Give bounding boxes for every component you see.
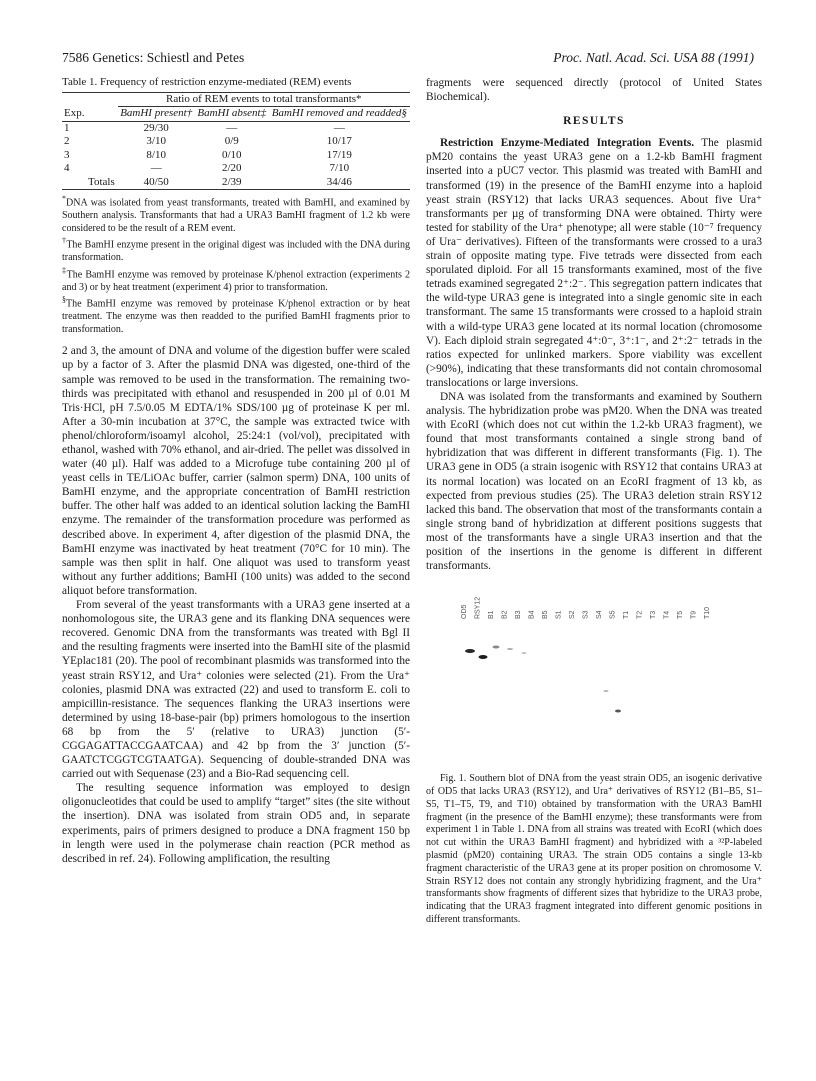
lane-label: S5 bbox=[609, 610, 617, 620]
table1-footnote: §The BamHI enzyme was removed by proteinase K/phenol extraction or by heat treatment. The enzyme was then readded to the purified BamHI fragments prior to transformation. bbox=[62, 295, 410, 335]
lane-label: B1 bbox=[488, 610, 495, 620]
figure1-caption: Fig. 1. Southern blot of DNA from the yeast strain OD5, an isogenic derivative of OD5 that lacks URA3 (RSY12), and Ura⁺ derivatives of RSY12 (B1–B5, S1–S5, T1–T5, T9, and T10) obtained by transformation with the URA3 BamHI fragment (in the presence of the BamHI enzyme); these transformants were from experiment 1 in Table 1. DNA from all strains was treated with EcoRI (which does not cut within the URA3 BamHI fragment) and hybridized with a ³²P-labeled plasmid (pM20) containing URA3. The strain OD5 contains a single 13-kb fragment characteristic of the URA3 gene at its proper position on chromosome V. Strain RSY12 does not contain any strongly hybridizing fragment, and the Ura⁺ transformants show fragments of different sizes that hybridize to the URA3 probe, indicating that the URA3 fragment integrated into different genomic positions in different transformants. bbox=[426, 773, 762, 925]
body-paragraph: DNA was isolated from the transformants and examined by Southern analysis. The hybridization probe was pM20. When the DNA was treated with EcoRI (which does not cut within the 1.2-kb URA3 fragment), we found that most transformants contained a single strong band of hybridization that was different in different transformants (Fig. 1). The URA3 gene in OD5 (a strain isogenic with RSY12 that contains URA3 at its normal location) was located on an EcoRI fragment of 13 kb, as expected from previous studies (25). The URA3 deletion strain RSY12 lacked this band. The observation that most of the transformants contain a single strong band of hybridization at different positions suggests that most of the transformants have a single URA3 insertion and that the position of the insertions in the genome is different in different transformants. bbox=[426, 390, 762, 573]
table-cell: — bbox=[150, 162, 162, 175]
lane-label: S2 bbox=[569, 610, 576, 620]
table-cell: 34/46 bbox=[326, 175, 352, 188]
table-row bbox=[62, 176, 410, 190]
table-row bbox=[62, 121, 410, 135]
body-paragraph: From several of the yeast transformants with a URA3 gene inserted at a nonhomologous site, the URA3 gene and its flanking DNA sequences were recovered. Genomic DNA from the transformants was treated with Bgl II and the resulting fragments were inserted into the BamHI site of the plasmid YEplac181 (20). The pool of recombinant plasmids was transformed into the yeast strain RSY12, and Ura⁺ colonies were selected (21). From the Ura⁺ colonies, plasmid DNA was extracted (22) and used to transform E. coli to ampicillin-resistance. The sequences flanking the URA3 insertions were determined by using 18-base-pair (bp) primers homologous to the insertion 68 bp from the 5′ (relative to URA3) junction (5′-CGGAGATTACCGAATCAA) and 42 bp from the 3′ junction (5′-GAATCTCGGTCGTAATGA). Sequencing of double-stranded DNA was carried out with Sequenase (23) and a Bio-Rad sequencing cell. bbox=[62, 599, 410, 781]
figure1-southern-blot bbox=[426, 579, 762, 769]
table-cell: 8/10 bbox=[146, 148, 166, 161]
table-cell: 7/10 bbox=[329, 162, 350, 175]
table1-col-header: BamHI present† bbox=[120, 107, 193, 120]
table-cell: 1 bbox=[64, 121, 70, 134]
table1-footnote: ‡The BamHI enzyme was removed by proteinase K/phenol extraction (experiments 2 and 3) or by heat treatment (experiment 4) prior to transformation. bbox=[62, 265, 411, 293]
blot-band bbox=[465, 649, 475, 653]
lane-label: T1 bbox=[623, 611, 630, 620]
table-cell: — bbox=[226, 121, 238, 134]
table1-col-header: Exp. bbox=[64, 106, 85, 119]
lane-label: OD5 bbox=[461, 604, 468, 620]
blot-image bbox=[426, 579, 762, 769]
right-column bbox=[426, 76, 762, 927]
lane-label: T9 bbox=[690, 611, 698, 620]
body-paragraph: fragments were sequenced directly (protocol of United States Biochemical). bbox=[426, 77, 762, 104]
table-cell: Totals bbox=[88, 175, 115, 188]
left-column bbox=[62, 76, 410, 866]
lane-label: B4 bbox=[528, 610, 536, 620]
body-paragraph: Restriction Enzyme-Mediated Integration Events. The plasmid pM20 contains the yeast URA3 gene on a 1.2-kb BamHI fragment inserted into a pUC7 vector. This plasmid was treated with BamHI and transformed (19) in the presence of the BamHI enzyme into a haploid yeast strain (RSY12) that lacks URA3 sequences. About five Ura⁺ transformants per µg of transforming DNA were obtained. Thirty were tested for stability of the Ura⁺ phenotype; all were stable (10⁻⁷ frequency of Ura⁻ derivatives). Fifteen of the transformants were crossed to a ura3 strain of opposite mating type. Five tetrads were dissected from each sporulated diploid. For all 15 transformants examined, most of the five tetrads examined segregated 2⁺:2⁻. This segregation pattern indicates that the wild-type URA3 gene is integrated into a single genomic site in each transformant. The same 15 transformants were crossed to a haploid strain with a wild-type URA3 gene located at its normal location (chromosome V). Each diploid strain segregated 4⁺:0⁻, 3⁺:1⁻, and 2⁺:2⁻ tetrads in the ratios expected for unlinked markers. Spore viability was excellent (>90%), indicating that these transformants did not contain chromosomal translocations or large inversions. bbox=[426, 137, 762, 389]
table-cell: — bbox=[333, 121, 345, 134]
lane-label: RSY12 bbox=[474, 597, 482, 620]
table-row bbox=[62, 149, 410, 163]
lane-label: T4 bbox=[663, 611, 671, 620]
table1-caption: Table 1. Frequency of restriction enzyme-mediated (REM) events bbox=[62, 76, 352, 88]
blot-band bbox=[507, 648, 513, 650]
table-cell: 3 bbox=[64, 148, 70, 161]
table-cell: 17/19 bbox=[326, 148, 352, 161]
lane-label: T3 bbox=[650, 611, 657, 620]
table-cell: 40/50 bbox=[143, 175, 169, 188]
blot-band bbox=[493, 646, 500, 649]
running-header-left: 7586 Genetics: Schiestl and Petes bbox=[62, 50, 245, 65]
blot-band bbox=[522, 652, 527, 654]
lane-label: S1 bbox=[555, 610, 563, 620]
lane-label: T10 bbox=[704, 607, 711, 620]
lane-label: B3 bbox=[515, 610, 522, 620]
lane-label: T2 bbox=[636, 611, 644, 620]
blot-band bbox=[604, 690, 609, 692]
section-heading-results: RESULTS bbox=[563, 115, 625, 128]
table1-col-header: BamHI removed and readded§ bbox=[271, 107, 407, 120]
body-paragraph: The resulting sequence information was employed to design oligonucleotides that could be used to amplify “target” sites (the site without the insertion). DNA was isolated from strain OD5 and, in separate experiments, pairs of primers designed to produce a DNA fragment 150 bp in length were used in the polymerase chain reaction (PCR method as described in ref. 24). Following amplification, the resulting bbox=[62, 782, 410, 865]
table-cell: 2/20 bbox=[221, 162, 242, 175]
table1-group-header: Ratio of REM events to total transformants* bbox=[118, 92, 410, 107]
subsection-heading: Restriction Enzyme-Mediated Integration Events. bbox=[440, 137, 695, 150]
table-cell: 0/10 bbox=[221, 148, 242, 161]
table-cell: 0/9 bbox=[224, 135, 239, 148]
table-row bbox=[62, 162, 410, 176]
blot-band bbox=[615, 710, 621, 713]
table1-footnote: †The BamHI enzyme present in the original digest was included with the DNA during transformation. bbox=[62, 236, 410, 264]
table1 bbox=[62, 92, 410, 191]
table-row bbox=[62, 135, 410, 149]
blot-band bbox=[479, 655, 488, 659]
running-header-right: Proc. Natl. Acad. Sci. USA 88 (1991) bbox=[553, 50, 754, 65]
table1-footnote: *DNA was isolated from yeast transformants, treated with BamHI, and examined by Southern analysis. Transformants that had a URA3 BamHI fragment of 1.2 kb were considered to be the result of a REM event. bbox=[62, 194, 410, 234]
lane-label: T5 bbox=[677, 611, 684, 620]
table-cell: 10/17 bbox=[326, 135, 352, 148]
lane-label: B2 bbox=[501, 610, 509, 620]
lane-label: B5 bbox=[542, 610, 549, 620]
lane-label: S3 bbox=[582, 610, 590, 620]
lane-label: S4 bbox=[596, 610, 603, 620]
body-paragraph: 2 and 3, the amount of DNA and volume of the digestion buffer were scaled up by a factor of 3. After the plasmid DNA was digested, one-third of the sample was removed to be used in the transformation. The remaining two-thirds was precipitated with ethanol and resuspended in 200 µl of 0.01 M Tris·HCl, pH 7.5/0.05 M EDTA/1% SDS/100 µg of proteinase K per ml. After a 30-min incubation at 37°C, the sample was extracted twice with phenol/chloroform/isoamyl alcohol, 25:24:1 (vol/vol), precipitated with ethanol, washed with 70% ethanol, and air-dried. The pellet was dissolved in water (40 µl). Half was added to a Microfuge tube containing 200 µl of yeast cells in TE/LiOAc buffer, carrier (salmon sperm) DNA, 100 units of BamHI enzyme, and the appropriate concentration of BamHI restriction buffer. The other half was added to an identical solution lacking the BamHI enzyme. The remainder of the transformation procedure was performed as described above. In experiment 4, after digestion of the plasmid DNA, the BamHI enzyme was inactivated by heat treatment (70°C for 10 min). The sample was then split in half. One aliquot was used to transform yeast without any further additions; BamHI (100 units) was added to the second aliquot before transformation. bbox=[62, 345, 410, 597]
table1-col-header: BamHI absent‡ bbox=[197, 107, 267, 120]
table-cell: 29/30 bbox=[143, 121, 169, 134]
table-cell: 2 bbox=[64, 135, 70, 148]
table-cell: 2/39 bbox=[221, 175, 242, 188]
table-cell: 4 bbox=[64, 162, 70, 175]
table-cell: 3/10 bbox=[146, 135, 166, 148]
